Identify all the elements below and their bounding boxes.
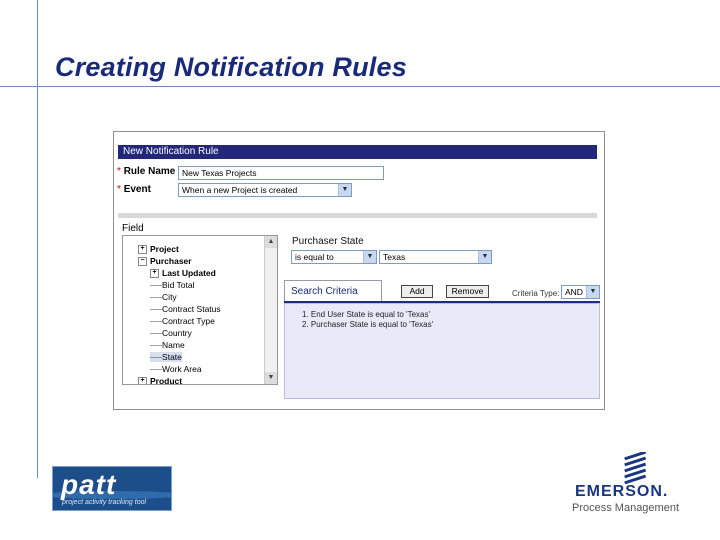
add-button[interactable]: Add	[401, 285, 433, 298]
event-select-value: When a new Project is created	[182, 185, 298, 195]
patt-logo	[52, 466, 172, 511]
tree-node-last-updated[interactable]	[150, 268, 216, 278]
tree-leaf-label: Country	[162, 328, 192, 338]
tree-node-label: Project	[150, 244, 179, 254]
event-select[interactable]	[178, 183, 352, 197]
tree-leaf-contract-type[interactable]: ──Contract Type	[150, 316, 215, 326]
tree-node-label: Purchaser	[150, 256, 192, 266]
tree-leaf-label: Contract Type	[162, 316, 215, 326]
criteria-type-label: Criteria Type:	[512, 289, 560, 298]
event-label-text: Event	[123, 184, 151, 195]
tree-leaf-label: Bid Total	[162, 280, 195, 290]
rule-name-label-text: Rule Name	[123, 166, 176, 177]
tree-leaf-work-area[interactable]: ──Work Area	[150, 364, 202, 374]
expand-icon[interactable]: +	[138, 377, 147, 385]
remove-button[interactable]: Remove	[446, 285, 489, 298]
patt-logo-word: patt	[61, 469, 117, 500]
criteria-type-select[interactable]	[561, 285, 600, 299]
tab-search-criteria[interactable]: Search Criteria	[284, 280, 382, 302]
tree-leaf-label: Contract Status	[162, 304, 221, 314]
emerson-mark-icon	[620, 452, 650, 484]
criteria-type-value: AND	[565, 287, 583, 297]
form-header: New Notification Rule	[118, 145, 597, 159]
slide-horizontal-rule	[0, 86, 720, 87]
emerson-logo-subtitle: Process Management	[572, 502, 679, 514]
chevron-down-icon[interactable]: ▼	[363, 251, 376, 263]
tree-node-label: Last Updated	[162, 268, 216, 278]
condition-field-label: Purchaser State	[292, 236, 364, 247]
tree-leaf-contract-status[interactable]: ──Contract Status	[150, 304, 221, 314]
expand-icon[interactable]: +	[150, 269, 159, 278]
emerson-logo-word: EMERSON.	[575, 483, 669, 500]
notification-rule-screenshot	[113, 131, 605, 410]
value-select[interactable]	[379, 250, 492, 264]
emerson-logo	[572, 452, 697, 516]
operator-select-value: is equal to	[295, 252, 334, 262]
tree-node-purchaser[interactable]	[138, 256, 192, 266]
chevron-down-icon[interactable]: ▼	[586, 286, 599, 298]
tree-node-label: Product	[150, 376, 183, 385]
rule-name-input[interactable]: New Texas Projects	[178, 166, 384, 180]
scroll-up-icon[interactable]: ▲	[265, 236, 277, 248]
tree-leaf-label: State	[162, 352, 182, 362]
tree-leaf-name[interactable]: ──Name	[150, 340, 185, 350]
tree-leaf-label: Work Area	[162, 364, 202, 374]
tree-scrollbar[interactable]	[264, 236, 277, 384]
collapse-icon[interactable]: −	[138, 257, 147, 266]
required-marker: *	[117, 166, 121, 177]
tree-node-project[interactable]	[138, 244, 179, 254]
tree-leaf-state[interactable]: ──State	[150, 352, 182, 362]
section-divider	[118, 213, 597, 218]
patt-logo-tagline: project activity tracking tool	[62, 499, 147, 506]
slide-title: Creating Notification Rules	[55, 52, 407, 82]
tree-leaf-bid-total[interactable]: ──Bid Total	[150, 280, 195, 290]
field-label: Field	[122, 223, 144, 234]
tree-leaf-country[interactable]: ──Country	[150, 328, 192, 338]
slide-vertical-rule	[37, 0, 38, 478]
criteria-item[interactable]: 1. End User State is equal to 'Texas'	[302, 310, 431, 319]
chevron-down-icon[interactable]: ▼	[338, 184, 351, 196]
operator-select[interactable]	[291, 250, 377, 264]
scroll-down-icon[interactable]: ▼	[265, 372, 277, 384]
event-label	[117, 184, 151, 195]
required-marker: *	[117, 184, 121, 195]
criteria-item[interactable]: 2. Purchaser State is equal to 'Texas'	[302, 320, 434, 329]
expand-icon[interactable]: +	[138, 245, 147, 254]
tree-node-product[interactable]	[138, 376, 182, 385]
tree-leaf-city[interactable]: ──City	[150, 292, 177, 302]
rule-name-label	[117, 166, 175, 177]
chevron-down-icon[interactable]: ▼	[478, 251, 491, 263]
tree-leaf-label: Name	[162, 340, 185, 350]
tree-leaf-label: City	[162, 292, 177, 302]
value-select-value: Texas	[383, 252, 406, 262]
field-tree[interactable]	[122, 235, 278, 385]
search-criteria-list	[284, 303, 600, 399]
